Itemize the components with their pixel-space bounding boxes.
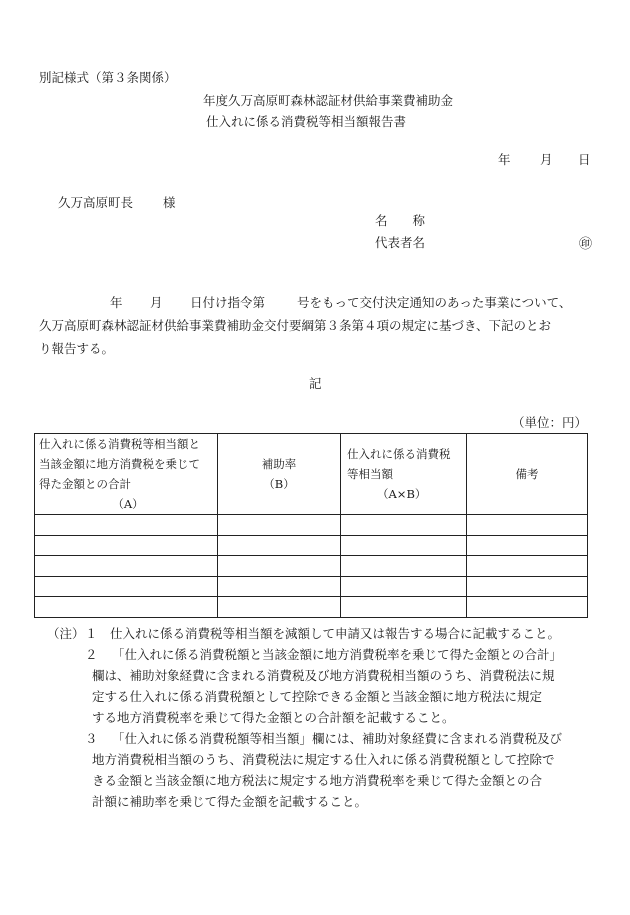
header-a-line: （A）: [112, 497, 144, 511]
table-row: [35, 597, 588, 618]
addressee-name: 久万高原町長: [58, 195, 134, 210]
notes-prefix: （注）: [47, 626, 85, 641]
note-line: 「仕入れに係る消費税額等相当額」欄には、補助対象経費に含まれる消費税及び: [112, 731, 563, 746]
note-line: 地方消費税相当額のうち、消費税法に規定する仕入れに係る消費税額として控除で: [92, 752, 555, 767]
applicant-name-label: 名 称: [375, 213, 426, 228]
title-line1: 年度久万高原町森林認証材供給事業費補助金: [203, 93, 454, 108]
date-year: 年: [498, 152, 511, 167]
report-table: [34, 433, 588, 618]
seal-mark: ㊞: [579, 237, 593, 252]
table-cell[interactable]: [467, 556, 588, 577]
table-cell[interactable]: [341, 515, 467, 536]
table-cell[interactable]: [218, 597, 341, 618]
table-cell[interactable]: [218, 515, 341, 536]
representative-label: 代表者名: [375, 235, 426, 250]
ki-heading: 記: [309, 376, 322, 391]
note-number: ２: [85, 647, 98, 662]
header-c-line: 仕入れに係る消費税: [347, 447, 451, 461]
body-line3: り報告する。: [39, 341, 115, 356]
addressee-honorific: 様: [163, 195, 176, 210]
header-b-line: 補助率: [261, 457, 297, 471]
table-cell[interactable]: [467, 576, 588, 597]
table-cell[interactable]: [218, 576, 341, 597]
table-row: [35, 576, 588, 597]
table-header-row: [35, 434, 588, 515]
date-month: 月: [540, 152, 553, 167]
table-cell[interactable]: [35, 556, 218, 577]
unit-label: （単位：円）: [512, 415, 588, 430]
page-title: 仕入れに係る消費税等相当額報告書: [206, 114, 407, 129]
header-col-d: [467, 434, 588, 515]
table-cell[interactable]: [341, 597, 467, 618]
body-line1-rest: 号をもって交付決定通知のあった事業について、: [297, 295, 572, 310]
header-d-line: 備考: [515, 467, 539, 481]
form-label: 別記様式（第３条関係）: [39, 70, 177, 85]
table-cell[interactable]: [341, 556, 467, 577]
header-col-b: [218, 434, 341, 515]
note-line: 欄は、補助対象経費に含まれる消費税及び地方消費税相当額のうち、消費税法に規: [92, 668, 555, 683]
table-cell[interactable]: [467, 597, 588, 618]
header-a-line: 仕入れに係る消費税等相当額と: [39, 437, 200, 451]
table-cell[interactable]: [35, 515, 218, 536]
note-number: ３: [85, 731, 98, 746]
table-cell[interactable]: [341, 535, 467, 556]
note-line: 「仕入れに係る消費税額と当該金額に地方消費税率を乗じて得た金額との合計」: [112, 647, 563, 662]
table-row: [35, 535, 588, 556]
header-b-line: （B）: [263, 477, 295, 491]
table-cell[interactable]: [35, 597, 218, 618]
date-day: 日: [578, 152, 591, 167]
note-number: １: [85, 626, 98, 641]
note-line: きる金額と当該金額に地方税法に規定する地方消費税率を乗じて得た金額との合: [92, 773, 543, 788]
header-col-c: [341, 434, 467, 515]
note-line: 計額に補助率を乗じて得た金額を記載すること。: [92, 794, 368, 809]
body-year: 年: [110, 295, 123, 310]
table-cell[interactable]: [218, 556, 341, 577]
table-cell[interactable]: [341, 576, 467, 597]
table-cell[interactable]: [467, 535, 588, 556]
body-month: 月: [150, 295, 163, 310]
note-line: する地方消費税率を乗じて得た金額との合計額を記載すること。: [92, 710, 455, 725]
body-date-ref: 日付け指令第: [190, 295, 266, 310]
header-a-line: 当該金額に地方消費税を乗じて: [39, 457, 200, 471]
note-line: 定する仕入れに係る消費税額として控除できる金額と当該金額に地方税法に規定: [92, 689, 543, 704]
table-cell[interactable]: [35, 535, 218, 556]
table-row: [35, 556, 588, 577]
table-cell[interactable]: [218, 535, 341, 556]
header-c-line: 等相当額: [347, 467, 393, 481]
table-cell[interactable]: [467, 515, 588, 536]
table-cell[interactable]: [35, 576, 218, 597]
header-c-line: （A×B）: [377, 487, 427, 501]
table-row: [35, 515, 588, 536]
header-col-a: [35, 434, 218, 515]
note-line: 仕入れに係る消費税等相当額を減額して申請又は報告する場合に記載すること。: [110, 626, 561, 641]
header-a-line: 得た金額との合計: [39, 477, 131, 491]
body-line2: 久万高原町森林認証材供給事業費補助金交付要綱第３条第４項の規定に基づき、下記のとお: [39, 318, 552, 333]
